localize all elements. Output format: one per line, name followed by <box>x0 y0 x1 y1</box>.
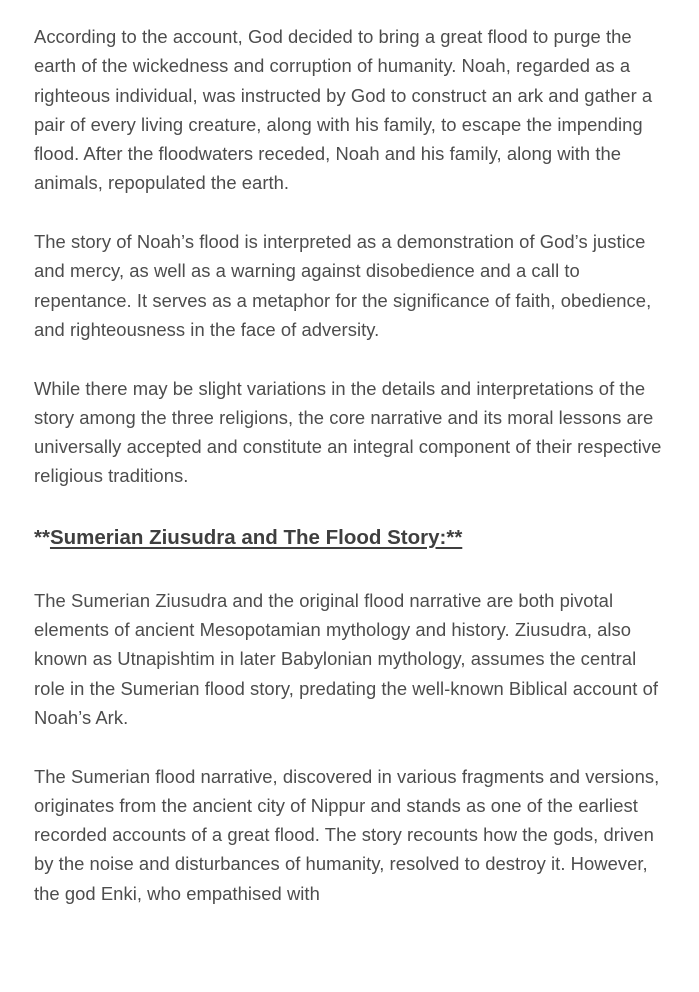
paragraph-sumerian-narrative: The Sumerian flood narrative, discovered in various fragments and versions, originates from the ancient city of Nippur and stands as one of the earliest recorded accounts of a great flood. The story recounts how the gods, driven by the noise and disturbances of humanity, resolved to destroy it. However, the god Enki, who empathised with <box>34 765 660 904</box>
heading-text: Sumerian Ziusudra and The Flood Story:** <box>49 525 463 549</box>
paragraph-noah-account: According to the account, God decided to bring a great flood to purge the earth of the wickedness and corruption of humanity. Noah, regarded as a righteous individual, was instructed by God to construct an ark and gather a pair of every living creature, along with his family, to escape the impending flood. After the floodwaters receded, Noah and his family, along with the animals, repopulated the earth. <box>34 26 653 194</box>
section-heading <box>34 523 669 552</box>
heading-prefix: ** <box>34 525 50 549</box>
paragraph-noah-interpretation: The story of Noah’s flood is interpreted as a demonstration of God’s justice and mercy, as well as a warning against disobedience and a call to repentance. It serves as a metaphor for the significance of faith, obedience, and righteousness in the face of adversity. <box>34 231 652 340</box>
paragraph-variations: While there may be slight variations in the details and interpretations of the story among the three religions, the core narrative and its moral lessons are universally accepted and constitute an integral component of their respective religious traditions. <box>34 377 662 487</box>
paragraph-ziusudra-intro: The Sumerian Ziusudra and the original flood narrative are both pivotal elements of ancient Mesopotamian mythology and history. Ziusudra, also known as Utnapishtim in later Babylonian mythology, assumes the central role in the Sumerian flood story, predating the well-known Biblical account of Noah’s Ark. <box>34 589 659 728</box>
